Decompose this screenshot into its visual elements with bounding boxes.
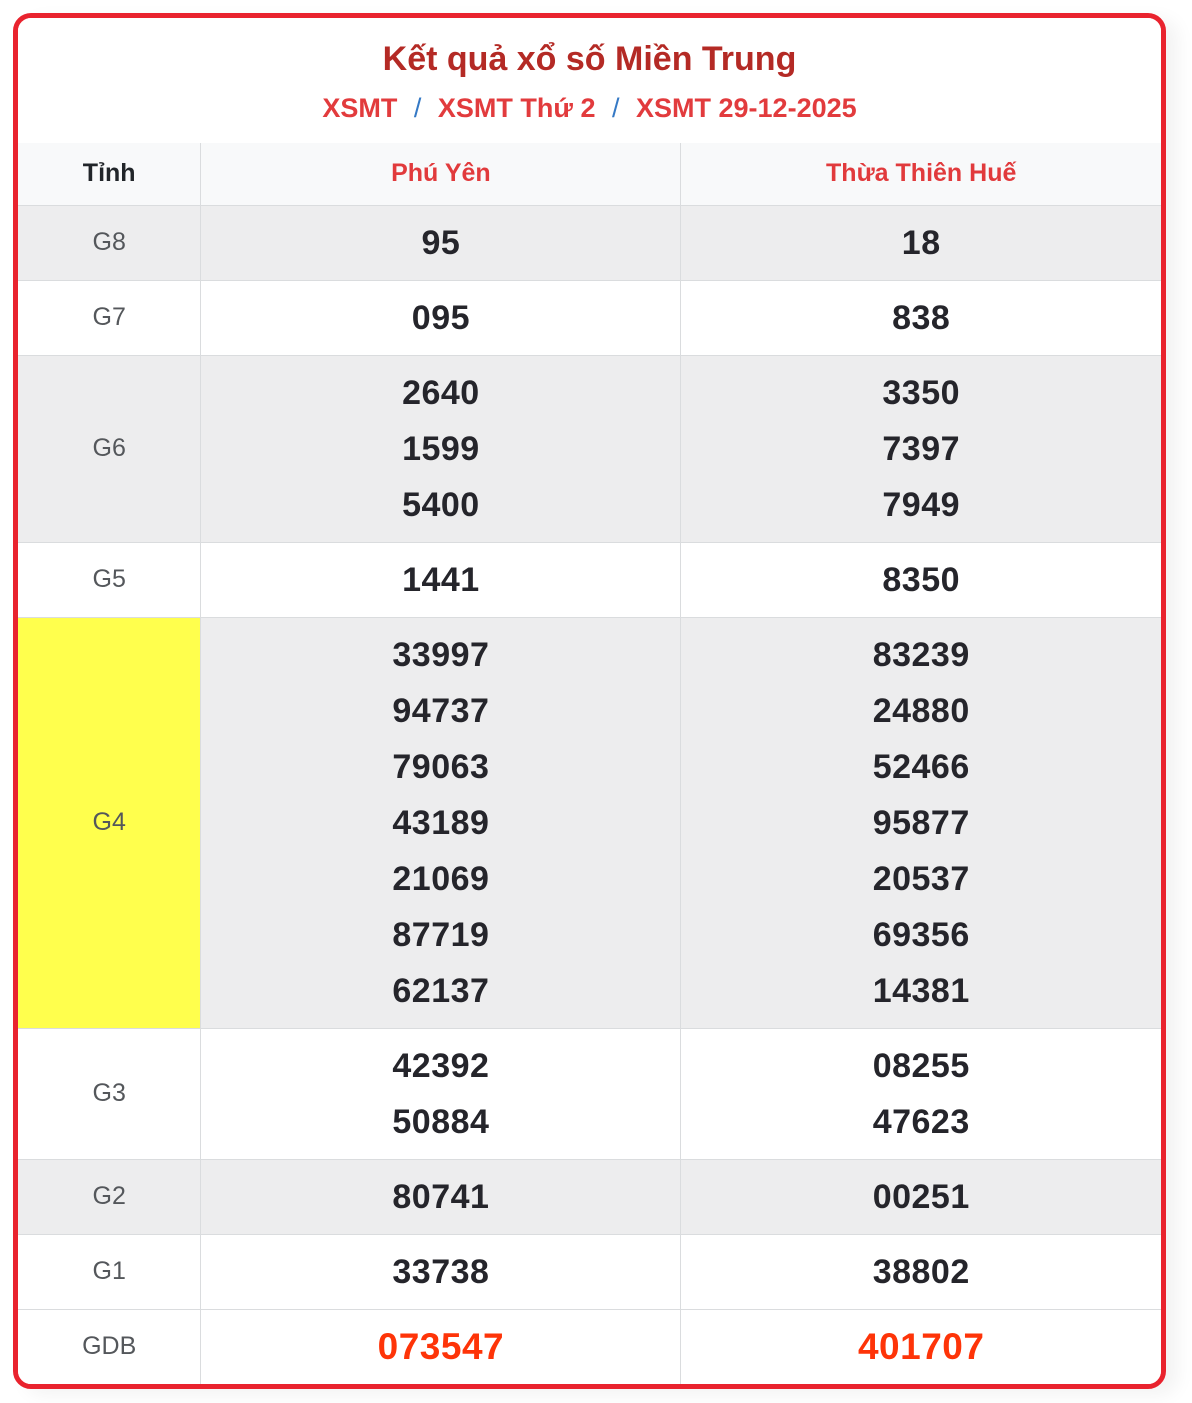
table-row xyxy=(18,280,1161,355)
breadcrumb-link-xsmt-weekday[interactable]: XSMT Thứ 2 xyxy=(437,93,596,123)
prize-values-col1 xyxy=(201,1309,681,1384)
column-header-thua-thien-hue[interactable]: Thừa Thiên Huế xyxy=(681,143,1161,205)
card-header xyxy=(18,18,1161,143)
prize-label-g1: G1 xyxy=(18,1234,201,1309)
table-row xyxy=(18,1028,1161,1159)
prize-label-g8: G8 xyxy=(18,205,201,280)
prize-number: 2640 xyxy=(402,373,480,412)
prize-number: 95 xyxy=(421,223,461,262)
table-row xyxy=(18,1309,1161,1384)
prize-label-g7: G7 xyxy=(18,280,201,355)
table-row xyxy=(18,542,1161,617)
table-row xyxy=(18,1234,1161,1309)
prize-number: 08255 xyxy=(872,1046,970,1085)
breadcrumb-separator: / xyxy=(611,93,620,123)
prize-number: 47623 xyxy=(872,1102,970,1141)
prize-number: 43189 xyxy=(392,803,490,842)
prize-number: 401707 xyxy=(857,1325,985,1367)
prize-number: 94737 xyxy=(392,691,490,730)
prize-number: 00251 xyxy=(872,1177,970,1216)
prize-values-col2 xyxy=(681,1309,1161,1384)
table-header-row xyxy=(18,143,1161,205)
prize-number: 1441 xyxy=(402,560,480,599)
prize-number: 50884 xyxy=(392,1102,490,1141)
results-table xyxy=(18,143,1161,1384)
prize-label-gdb: GDB xyxy=(18,1309,201,1384)
prize-number: 18 xyxy=(901,223,941,262)
prize-number: 52466 xyxy=(872,747,970,786)
prize-number: 20537 xyxy=(872,859,970,898)
table-row xyxy=(18,205,1161,280)
prize-number: 14381 xyxy=(872,971,970,1010)
prize-label-g4: G4 xyxy=(18,617,201,1028)
prize-number: 095 xyxy=(411,298,471,337)
prize-values-col2 xyxy=(681,1028,1161,1159)
prize-label-g3: G3 xyxy=(18,1028,201,1159)
prize-number: 33738 xyxy=(392,1252,490,1291)
prize-number: 80741 xyxy=(392,1177,490,1216)
page-title: Kết quả xổ số Miền Trung xyxy=(382,40,797,78)
prize-values-col2 xyxy=(681,617,1161,1028)
prize-number: 62137 xyxy=(392,971,490,1010)
table-row xyxy=(18,617,1161,1028)
prize-number: 83239 xyxy=(872,635,970,674)
column-header-province: Tỉnh xyxy=(18,143,201,205)
prize-values-col1 xyxy=(201,1028,681,1159)
prize-label-g6: G6 xyxy=(18,355,201,542)
breadcrumb xyxy=(28,92,1151,124)
breadcrumb-link-xsmt-date[interactable]: XSMT 29-12-2025 xyxy=(636,93,857,123)
prize-number: 38802 xyxy=(872,1252,970,1291)
table-row xyxy=(18,1159,1161,1234)
column-header-phu-yen[interactable]: Phú Yên xyxy=(201,143,681,205)
prize-number: 7949 xyxy=(882,485,961,524)
prize-number: 8350 xyxy=(882,560,961,599)
prize-values-col1 xyxy=(201,280,681,355)
prize-label-g5: G5 xyxy=(18,542,201,617)
prize-values-col2 xyxy=(681,355,1161,542)
prize-number: 1599 xyxy=(402,429,480,468)
prize-values-col1 xyxy=(201,1234,681,1309)
prize-values-col2 xyxy=(681,1159,1161,1234)
prize-values-col1 xyxy=(201,542,681,617)
prize-values-col2 xyxy=(681,205,1161,280)
prize-number: 5400 xyxy=(402,485,480,524)
prize-number: 7397 xyxy=(882,429,961,468)
prize-number: 21069 xyxy=(392,859,490,898)
prize-values-col2 xyxy=(681,1234,1161,1309)
prize-values-col1 xyxy=(201,355,681,542)
prize-number: 073547 xyxy=(377,1325,505,1367)
prize-number: 42392 xyxy=(392,1046,490,1085)
prize-number: 33997 xyxy=(392,635,490,674)
prize-number: 69356 xyxy=(872,915,970,954)
prize-number: 24880 xyxy=(872,691,970,730)
prize-number: 79063 xyxy=(392,747,490,786)
prize-label-g2: G2 xyxy=(18,1159,201,1234)
prize-number: 95877 xyxy=(872,803,970,842)
table-row xyxy=(18,355,1161,542)
lottery-results-card xyxy=(13,13,1166,1389)
prize-values-col1 xyxy=(201,1159,681,1234)
prize-values-col2 xyxy=(681,542,1161,617)
prize-values-col2 xyxy=(681,280,1161,355)
breadcrumb-separator: / xyxy=(413,93,422,123)
breadcrumb-link-xsmt[interactable]: XSMT xyxy=(322,93,398,123)
prize-values-col1 xyxy=(201,617,681,1028)
prize-values-col1 xyxy=(201,205,681,280)
prize-number: 87719 xyxy=(392,915,490,954)
prize-number: 838 xyxy=(892,298,951,337)
prize-number: 3350 xyxy=(882,373,961,412)
